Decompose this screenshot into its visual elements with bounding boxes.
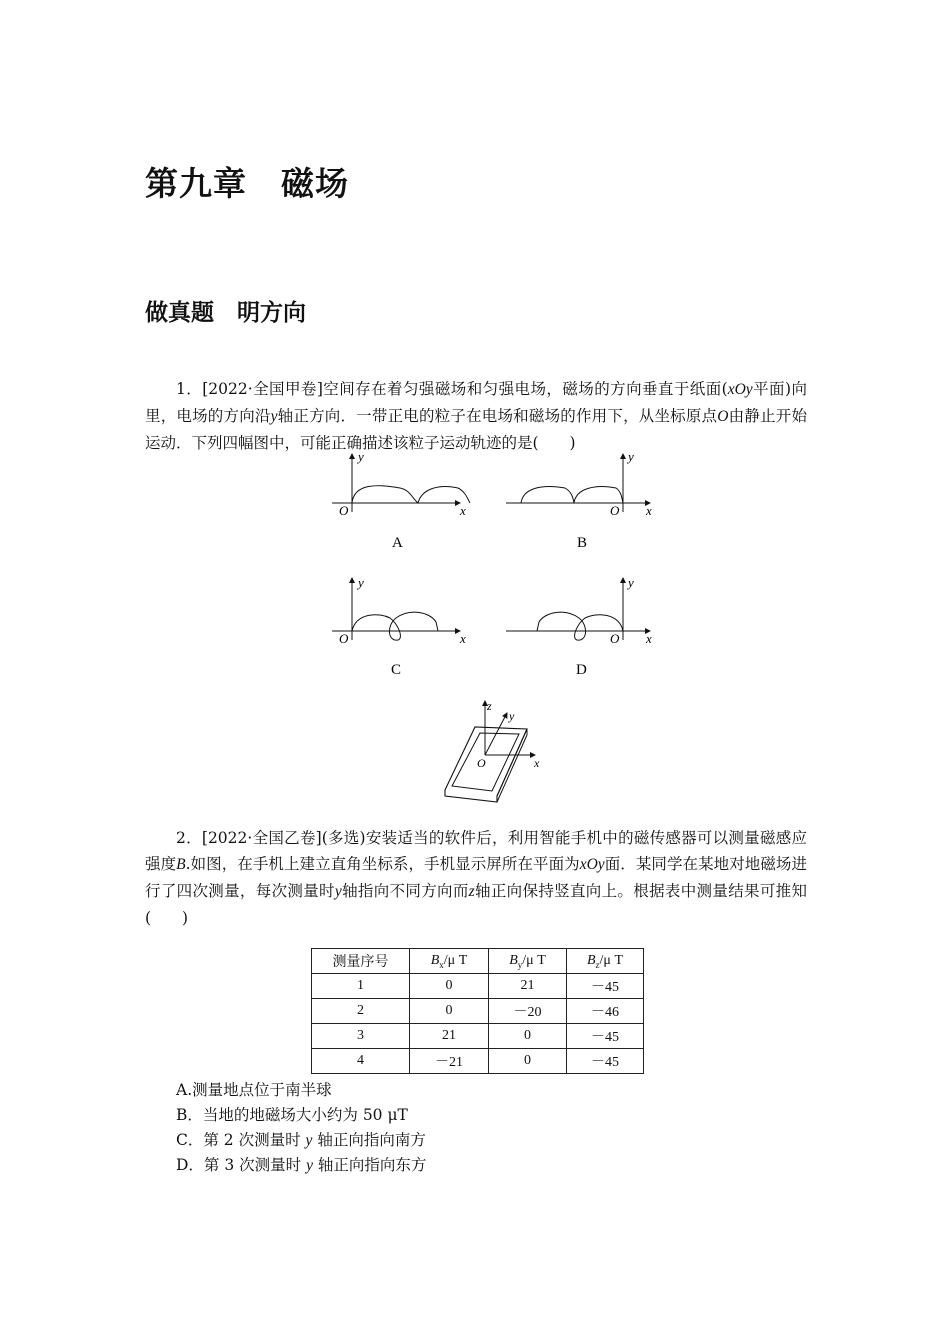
q2-text-4: 轴指向不同方向而 (341, 882, 469, 900)
figure-a (332, 449, 470, 551)
q2-xoy: xOy (579, 856, 605, 873)
q2-text-1: (多选)安装适当的软件后，利用智能手机中的磁传感器可以测量磁感应强度 (145, 829, 807, 873)
figure-b-y-label: y (628, 449, 634, 464)
q1-text-1: 空间存在着匀强磁场和匀强电场，磁场的方向垂直于纸面( (322, 380, 728, 398)
figure-a-origin: O (339, 503, 349, 518)
table-cell: －46 (567, 999, 644, 1024)
figure-c-y-label: y (358, 575, 364, 590)
table-cell: 21 (410, 1024, 489, 1049)
figure-c-label: C (391, 662, 402, 678)
table-header-row (312, 949, 644, 974)
option-c-y: y (305, 1132, 313, 1149)
q1-text-4: 由静止开始运动．下列四幅图中，可能正确描述该粒子运动轨迹的是( ) (145, 407, 807, 452)
header-index (312, 949, 410, 974)
figure-a-x-label: x (460, 503, 466, 518)
header-bx-base: B (430, 952, 440, 968)
question-2-text (145, 825, 823, 931)
table-row (312, 999, 644, 1024)
q2-text-3: 面．某同学在某地对地磁场进行了四次测量，每次测量时 (145, 855, 807, 900)
q2-number: 2． (176, 829, 202, 847)
q2-source: [2022·全国乙卷] (201, 829, 322, 847)
phone-y-label: y (509, 709, 515, 723)
option-d-y: y (306, 1157, 313, 1174)
header-bx-unit: /μ T (443, 952, 468, 968)
header-by (489, 949, 567, 974)
table-cell: －45 (567, 1049, 644, 1074)
table-row (312, 1024, 644, 1049)
header-bz (567, 949, 644, 974)
table-cell: 1 (312, 974, 410, 999)
header-bx-sub: x (439, 959, 444, 970)
table-row (312, 974, 644, 999)
q2-y: y (334, 883, 342, 900)
table-row (312, 1049, 644, 1074)
q1-text-3: 轴正方向．一带正电的粒子在电场和磁场的作用下，从坐标原点 (277, 407, 718, 425)
header-index-text: 测量序号 (332, 955, 389, 970)
header-by-sub: y (517, 959, 523, 970)
figure-b (506, 449, 652, 551)
option-c-post: 轴正向指向南方 (312, 1131, 426, 1149)
table-cell: 3 (312, 1024, 410, 1049)
table-cell: 21 (489, 974, 567, 999)
chapter-title: 第九章 磁场 (145, 164, 349, 203)
table-cell: 0 (489, 1049, 567, 1074)
figure-c-origin: O (339, 631, 349, 646)
option-b: B．当地的地磁场大小约为 50 μT (176, 1106, 408, 1124)
option-c (176, 1128, 426, 1153)
figure-a-label: A (392, 535, 403, 551)
q1-text-2: 平面)向里，电场的方向沿 (145, 380, 807, 425)
q2-b: B (176, 856, 186, 873)
table-cell: 4 (312, 1049, 410, 1074)
q1-y: y (270, 408, 278, 425)
option-a: A.测量地点位于南半球 (176, 1081, 332, 1099)
q2-text-5: 轴正向保持竖直向上。根据表中测量结果可推知 ( ) (145, 882, 823, 927)
figure-d-x-label: x (646, 631, 652, 646)
option-c-pre: C．第 2 次测量时 (176, 1131, 306, 1149)
figure-a-y-label: y (358, 449, 364, 464)
table-cell: 2 (312, 999, 410, 1024)
table-cell: －20 (489, 999, 567, 1024)
table-cell: －45 (567, 1024, 644, 1049)
option-d-post: 轴正向指向东方 (312, 1156, 427, 1174)
table-cell: 0 (410, 999, 489, 1024)
table-cell: －21 (410, 1049, 489, 1074)
figure-c-x-label: x (460, 631, 466, 646)
q2-text-2: .如图，在手机上建立直角坐标系，手机显示屏所在平面为 (185, 855, 580, 873)
phone-origin-label: O (477, 756, 486, 770)
table-cell: 0 (489, 1024, 567, 1049)
q1-xoy: xOy (727, 381, 753, 398)
figure-d-y-label: y (628, 575, 634, 590)
figure-d (506, 575, 652, 678)
question-1-text (145, 376, 807, 456)
option-d-pre: D．第 3 次测量时 (176, 1156, 307, 1174)
figure-d-label: D (576, 662, 587, 678)
header-by-base: B (509, 952, 518, 968)
header-bz-unit: /μ T (599, 952, 623, 968)
header-bz-base: B (586, 952, 596, 968)
option-d (176, 1153, 426, 1178)
figure-b-label: B (577, 535, 588, 551)
table-cell: 0 (410, 974, 489, 999)
q1-source: [2022·全国甲卷] (202, 380, 323, 398)
trajectory-figures (320, 448, 670, 688)
header-by-unit: /μ T (522, 952, 546, 968)
section-title: 做真题 明方向 (145, 300, 306, 326)
phone-x-label: x (534, 756, 540, 770)
q1-number: 1． (176, 380, 203, 398)
phone-z-label: z (487, 699, 492, 713)
figure-d-origin: O (610, 631, 620, 646)
figure-c (332, 575, 466, 678)
q2-z: z (468, 883, 475, 900)
header-bz-sub: z (595, 959, 600, 970)
measurement-table (311, 948, 644, 1074)
figure-b-x-label: x (646, 503, 652, 518)
q1-o: O (717, 408, 729, 425)
table-cell: －45 (567, 974, 644, 999)
header-bx (410, 949, 489, 974)
figure-b-origin: O (610, 503, 620, 518)
phone-coordinate-figure (435, 697, 555, 809)
